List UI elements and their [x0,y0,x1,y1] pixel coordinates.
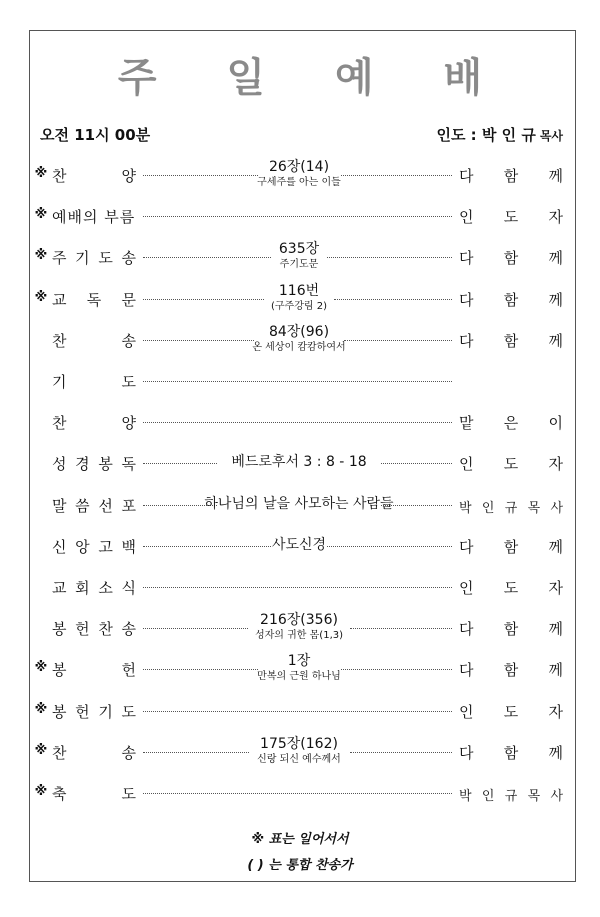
worship-item-responsible [459,659,563,680]
hymn-or-scripture: 175장(162) [260,735,338,752]
hymn-title: (구주강림 2) [271,300,327,312]
label-char: 도 [121,702,136,721]
responsible-char: 사 [550,500,563,516]
responsible-char: 도 [503,208,519,227]
responsible-char: 께 [548,249,563,268]
label-char: 축 [52,785,67,803]
label-char: 찬 [52,414,67,433]
responsible-char: 함 [503,743,519,762]
hymn-or-scripture: 635장 [278,241,320,258]
label-char: 백 [121,537,136,556]
leader-title: 목사 [539,129,563,143]
worship-item-responsible [459,742,563,763]
responsible-char: 규 [504,789,518,804]
responsible-char: 함 [503,331,519,350]
worship-item-label [52,289,136,310]
responsible-char: 도 [503,455,519,474]
worship-item-label [52,536,136,557]
leader-name: 인도 : 박 인 규 [436,126,536,144]
label-char: 봉 [52,702,67,721]
label-char: 독 [86,290,102,309]
leader-dots [143,381,452,382]
service-time: 오전 11시 00분 [40,126,151,144]
worship-item-responsible [459,577,563,598]
standing-mark: ※ [34,660,48,676]
worship-item-responsible [459,289,563,310]
responsible-char: 목 [527,500,541,516]
worship-item-responsible [459,165,563,186]
responsible-char: 사 [550,789,563,804]
hymn-or-scripture: 1장 [287,653,311,670]
hymn-or-scripture: 26장(14) [268,159,330,175]
hymn-or-scripture: 하나님의 날을 사모하는 사람들 [204,495,394,512]
responsible-char: 박 [459,789,472,804]
leader-dots [143,422,452,423]
label-char: 소 [98,579,113,597]
label-char: 찬 [98,620,113,639]
worship-item-detail [188,496,410,513]
label-char: 앙 [75,537,90,556]
worship-item-responsible [459,536,563,557]
label-char: 기 [98,702,113,721]
standing-mark: ※ [34,742,48,758]
worship-item-label [52,742,136,763]
hymn-title: 신랑 되신 예수께서 [257,753,341,765]
worship-row [0,361,600,401]
label-char: 송 [121,743,136,762]
responsible-char: 께 [548,290,563,309]
responsible-char: 함 [503,249,519,268]
responsible-char: 자 [548,702,563,721]
footer-note-hymnal: ( ) 는 통합 찬송가 [247,858,353,873]
responsible-char: 께 [548,743,563,762]
responsible-char: 함 [503,290,519,309]
responsible-char: 목 [527,789,541,804]
worship-item-label [52,453,136,474]
worship-item-detail [188,612,410,642]
worship-item-detail [188,537,410,554]
responsible-char: 함 [503,661,519,680]
responsible-char: 다 [459,620,474,639]
label-char: 신 [52,537,67,556]
label-char: 씀 [75,496,90,515]
worship-row [0,567,600,607]
responsible-char: 함 [503,537,519,556]
worship-item-detail [188,324,410,354]
label-char: 예배의 부름 [52,208,136,227]
worship-item-responsible [459,247,563,268]
label-char: 경 [75,455,90,474]
hymn-or-scripture: 116번 [278,282,320,299]
responsible-char: 다 [459,537,474,556]
footer-note-standing: ※ 표는 일어서서 [251,832,349,847]
hymn-or-scripture: 사도신경 [271,536,327,553]
worship-row [0,279,600,319]
hymn-or-scripture: 216장(356) [260,612,338,629]
responsible-char: 이 [548,414,563,433]
worship-item-label [52,495,136,516]
label-char: 도 [121,785,136,803]
worship-row [0,773,600,813]
responsible-char: 께 [548,661,563,680]
worship-row [0,402,600,442]
label-char: 기 [75,249,90,268]
worship-item-label [52,577,136,598]
label-char: 도 [121,373,136,391]
responsible-char: 자 [548,455,563,474]
label-char: 찬 [52,167,67,185]
label-char: 교 [52,290,67,309]
worship-row [0,526,600,566]
responsible-char: 다 [459,661,474,680]
responsible-char: 은 [503,414,519,433]
label-char: 봉 [52,661,67,680]
standing-mark: ※ [34,166,48,181]
label-char: 찬 [52,743,67,762]
standing-mark: ※ [34,248,48,264]
label-char: 주 [52,249,67,268]
hymn-or-scripture: 84장(96) [268,323,330,340]
worship-item-detail [188,159,410,189]
standing-mark: ※ [34,784,48,799]
worship-item-detail [188,241,410,271]
worship-item-label [52,412,136,433]
worship-item-label [52,247,136,268]
worship-row [0,649,600,689]
responsible-char: 다 [459,167,474,185]
label-char: 송 [121,620,136,639]
responsible-char: 다 [459,290,474,309]
label-char: 도 [98,249,113,268]
worship-item-responsible [459,453,563,474]
worship-item-responsible [459,412,563,433]
label-char: 봉 [52,620,67,639]
label-char: 교 [52,579,67,597]
worship-item-responsible [459,497,563,516]
label-char: 봉 [98,455,113,474]
label-char: 독 [121,455,136,474]
label-char: 양 [121,167,136,185]
responsible-char: 께 [548,537,563,556]
responsible-char: 박 [459,500,472,516]
hymn-title: 주기도문 [279,259,319,271]
responsible-char: 인 [481,789,495,804]
label-char: 헌 [75,620,90,639]
worship-item-detail [188,653,410,683]
label-char: 찬 [52,331,67,350]
responsible-char: 께 [548,620,563,639]
worship-item-responsible [459,330,563,351]
responsible-char: 인 [459,455,474,474]
label-char: 고 [98,537,113,556]
responsible-char: 도 [503,579,519,597]
service-leader [436,124,563,145]
responsible-char: 맡 [459,414,474,433]
label-char: 회 [75,579,90,597]
responsible-char: 인 [481,500,495,516]
label-char: 기 [52,373,67,391]
label-char: 문 [121,290,136,309]
worship-item-responsible [459,785,563,804]
worship-item-responsible [459,206,563,227]
responsible-char: 다 [459,249,474,268]
hymn-title: 만복의 근원 하나님 [257,671,341,683]
worship-row [0,320,600,360]
responsible-char: 께 [548,167,563,185]
worship-item-responsible [459,701,563,722]
responsible-char: 인 [459,702,474,721]
worship-item-label [52,659,136,680]
standing-mark: ※ [34,289,48,305]
worship-item-label [52,371,136,392]
responsible-char: 규 [504,500,518,516]
responsible-char: 자 [548,579,563,597]
label-char: 송 [121,249,136,268]
label-char: 성 [52,455,67,474]
label-char: 식 [121,579,136,597]
responsible-char: 함 [503,620,519,639]
worship-item-detail [188,736,410,766]
worship-row [0,155,600,195]
leader-dots [143,587,452,588]
worship-row [0,485,600,525]
worship-item-label [52,206,136,227]
label-char: 말 [52,496,67,515]
label-char: 양 [121,414,136,433]
responsible-char: 다 [459,331,474,350]
responsible-char: 께 [548,331,563,350]
worship-item-detail [188,283,410,313]
worship-row [0,732,600,772]
label-char: 선 [98,496,113,515]
page-title: 주 일 예 배 [117,55,511,101]
worship-row [0,237,600,277]
responsible-char: 도 [503,702,519,721]
worship-item-label [52,330,136,351]
responsible-char: 함 [503,167,519,185]
worship-row [0,443,600,483]
leader-dots [143,216,452,217]
responsible-char: 인 [459,579,474,597]
hymn-title: 성자의 귀한 몸(1,3) [254,630,344,642]
label-char: 포 [121,496,136,515]
label-char: 헌 [121,661,136,680]
worship-item-detail [188,454,410,471]
worship-item-label [52,783,136,804]
standing-mark: ※ [34,207,48,223]
worship-item-label [52,618,136,639]
hymn-title: 구세주를 아는 이들 [257,177,341,188]
label-char: 헌 [75,702,90,721]
responsible-char: 다 [459,743,474,762]
worship-item-responsible [459,618,563,639]
worship-item-label [52,165,136,186]
label-char: 송 [121,331,136,350]
responsible-char: 인 [459,208,474,227]
worship-row [0,608,600,648]
responsible-char: 자 [548,208,563,227]
standing-mark: ※ [34,701,48,717]
leader-dots [143,711,452,712]
worship-row [0,196,600,236]
leader-dots [143,793,452,794]
hymn-title: 온 세상이 캄캄하여서 [252,341,346,353]
hymn-or-scripture: 베드로후서 3 : 8 - 18 [231,454,367,471]
worship-row [0,691,600,731]
worship-item-label [52,701,136,722]
